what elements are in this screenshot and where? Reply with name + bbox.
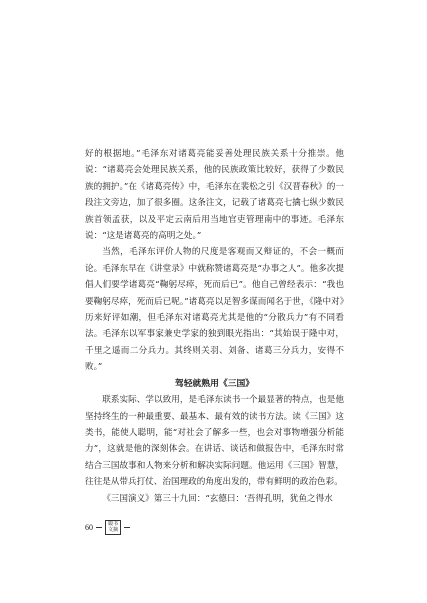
paragraph-2: 当然，毛泽东评价人物的尺度是客观而又辩证的，不会一概而论。毛泽东早在《讲堂录》中就称赞诸葛亮是“办事之人”。他多次提倡人们要学诸葛亮“鞠躬尽瘁，死而后已”。他自己曾经表示：“我也要鞠躬尽瘁，死而后已呢。”诸葛亮以足智多谋而闻名于世，《隆中对》历来好评如潮，但毛泽东对诸葛亮尤其是他的“分散兵力”有不同看法。毛泽东以军事家兼史学家的独到眼光指出：“其始误于隆中对，千里之遥而二分兵力。其终则关羽、刘备、诸葛三分兵力，安得不败。”	[85, 247, 344, 373]
page-number: 60	[85, 522, 93, 532]
logo-line-1: 锻书	[107, 521, 118, 527]
body-text	[85, 146, 344, 507]
section-heading: 驾轻就熟用《三国》	[174, 378, 255, 389]
logo-line-2: 文摘	[107, 527, 118, 533]
magazine-logo	[105, 520, 121, 535]
page-footer	[85, 520, 130, 534]
footer-rule-right	[124, 527, 130, 528]
paragraph-4: 《三国演义》第三十九回：“玄德曰：‘吾得孔明，犹鱼之得水	[102, 493, 333, 504]
footer-rule-left	[96, 527, 102, 528]
paragraph-1: 好的根据地。”毛泽东对诸葛亮能妥善处理民族关系十分推崇。他说：“诸葛亮会处理民族关系，他的民族政策比较好，获得了少数民族的拥护。”在《诸葛亮传》中，毛泽东在裴松之引《汉晋春秋》的一段注文旁边，加了很多圈。这条注文，记载了诸葛亮七擒七纵少数民族首领孟获，以及平定云南后用当地官吏管理南中的事迹。毛泽东说：“这是诸葛亮的高明之处。”	[85, 149, 344, 242]
paragraph-3: 联系实际、学以致用，是毛泽东读书一个最显著的特点，也是他坚持终生的一种最重要、最基本、最有效的读书方法。读《三国》这类书，能使人聪明，能“对社会了解多一些，也会对事物增强分析能力”，这就是他的深刻体会。在讲话、谈话和做报告中，毛泽东时常结合三国故事和人物来分析和解决实际问题。他运用《三国》智慧，往往是从带兵打仗、治国理政的角度出发的，带有鲜明的政治色彩。	[85, 395, 344, 488]
